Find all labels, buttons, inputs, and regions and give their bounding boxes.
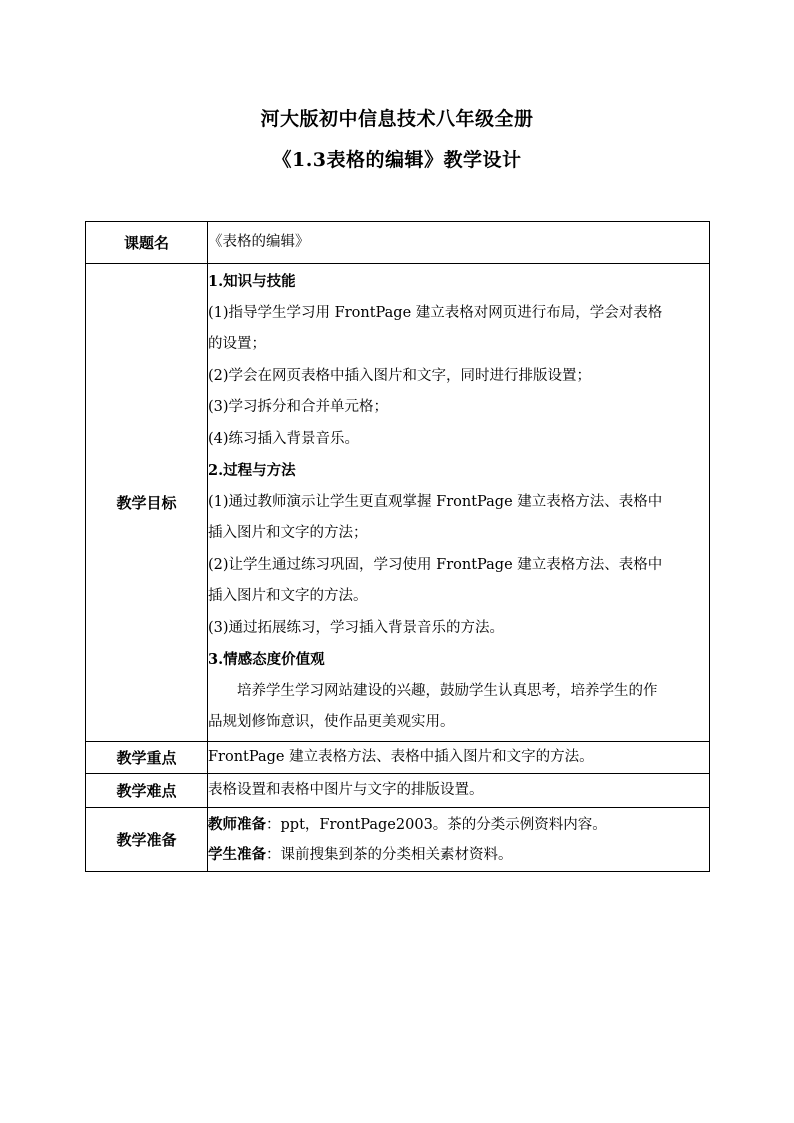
table-row-preparation [86, 808, 710, 872]
key-points-value [208, 741, 710, 774]
key-points-text: FrontPage 建立表格方法、表格中插入图片和文字的方法。 [208, 748, 594, 765]
table-row-topic [86, 222, 710, 264]
difficulties-text: 表格设置和表格中图片与文字的排版设置。 [208, 781, 484, 798]
student-preparation [208, 840, 709, 870]
objective-line: (4)练习插入背景音乐。 [208, 430, 360, 447]
objective-heading: 3.情感态度价值观 [208, 651, 325, 668]
objective-heading: 1.知识与技能 [208, 273, 296, 290]
preparation-label: 教学准备 [86, 808, 208, 872]
objective-line: 插入图片和文字的方法； [208, 525, 368, 541]
student-preparation-label: 学生准备 [208, 845, 266, 863]
objective-line: (2)学会在网页表格中插入图片和文字，同时进行排版设置； [208, 367, 592, 384]
document-title: 河大版初中信息技术八年级全册 [260, 108, 534, 130]
preparation-content [208, 808, 710, 872]
table-row-difficulties [86, 774, 710, 808]
lesson-plan-table [85, 221, 710, 872]
key-points-label: 教学重点 [86, 741, 208, 774]
objective-line: 品规划修饰意识，使作品更美观实用。 [208, 714, 455, 730]
objectives-label: 教学目标 [86, 264, 208, 742]
objective-line: (3)学习拆分和合并单元格； [208, 399, 389, 415]
teacher-preparation-text: ：ppt，FrontPage2003。茶的分类示例资料内容。 [266, 816, 607, 833]
objective-line: (2)让学生通过练习巩固，学习使用 FrontPage 建立表格方法、表格中 [208, 556, 663, 573]
objective-line: 的设置； [208, 336, 266, 352]
student-preparation-text: ：课前搜集到茶的分类相关素材资料。 [266, 846, 513, 863]
topic-label: 课题名 [86, 222, 208, 264]
objectives-content [208, 264, 710, 742]
objective-line: (3)通过拓展练习，学习插入背景音乐的方法。 [208, 619, 505, 636]
objective-line: (1)指导学生学习用 FrontPage 建立表格对网页进行布局，学会对表格 [208, 304, 663, 321]
objective-heading: 2.过程与方法 [208, 462, 296, 479]
document-subtitle: 《1.3表格的编辑》教学设计 [272, 149, 522, 171]
difficulties-label: 教学难点 [86, 774, 208, 808]
topic-value [208, 222, 710, 264]
table-row-key-points [86, 741, 710, 774]
teacher-preparation [208, 810, 709, 840]
difficulties-value [208, 774, 710, 808]
objective-line: (1)通过教师演示让学生更直观掌握 FrontPage 建立表格方法、表格中 [208, 493, 663, 510]
table-row-objectives [86, 264, 710, 742]
teacher-preparation-label: 教师准备 [208, 815, 266, 833]
objective-line: 培养学生学习网站建设的兴趣，鼓励学生认真思考，培养学生的作 [237, 682, 658, 699]
topic-text: 《表格的编辑》 [208, 233, 310, 250]
objective-line: 插入图片和文字的方法。 [208, 588, 368, 604]
